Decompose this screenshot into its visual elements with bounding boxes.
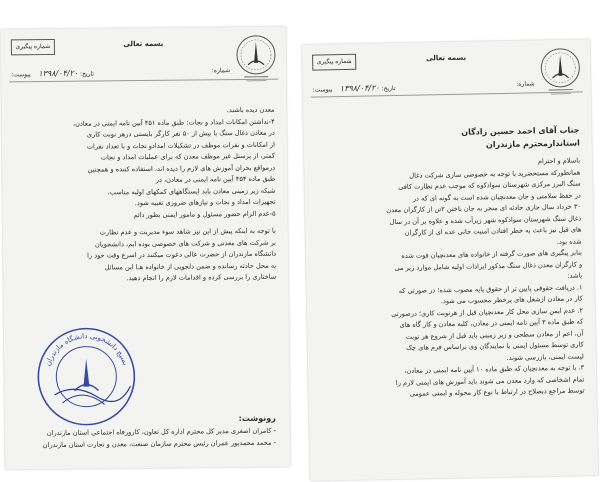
closing-line: با توجه به اینکه پیش از این نیز شاهد سوء مدیریت و عدم نظارت: [99, 226, 276, 237]
carbon-copy-section: [17, 413, 276, 452]
addressee-title: استاندارمحترم مازندران: [485, 138, 580, 150]
meta-date-label: تاریخ:: [381, 85, 396, 93]
tracking-number-box: شماره پیگیری: [11, 39, 55, 55]
meta-date-value: ۱۳۹۸/۰۴/۲۰: [38, 68, 79, 79]
body-line: و کارگران معدن ذغال سنگ مذکور ایرادات اولیه شامل موارد زیر می: [394, 259, 583, 272]
bismillah-heading: بسمه تعالی: [426, 53, 467, 63]
body-line: طبق ماده ۴۵۴ آیین نامه ایمنی در معادن، در: [155, 174, 276, 184]
body-line: ۳. با توجه به معدنچیان که طبق ماده ۱۰ آیین نامه ایمنی در معادن،: [404, 363, 585, 375]
body-line: ۴-نداشتن امکانات امداد و نجات: طبق ماده ۴۵۱ آیین نامه ایمنی در معادن،: [72, 117, 275, 128]
body-line: در حفظ سلامتی و جان معدنچیان شده است به گونه ای که در: [412, 190, 581, 203]
addressee-name: جناب آقای احمد حسین زادگان: [461, 125, 580, 137]
body-line: تمام اشخاصی که وارد معدن می شوند باید آموزش های ایمنی لازم را: [395, 374, 585, 387]
meta-date-label: تاریخ:: [79, 70, 95, 78]
body-paragraphs: [315, 123, 584, 402]
body-line: شبکه زیر زمینی معادن باید ایستگاههای کمکهای اولیه مناسب،: [107, 186, 276, 196]
letter-page-1: [302, 39, 598, 480]
letter-meta: [11, 67, 230, 78]
body-line: از امکانات و نفرات موظف در تشکیلات امدادو نجات و با تعداد نفرات: [86, 140, 275, 151]
university-logo-icon: [538, 45, 583, 98]
university-logo-icon: [234, 33, 279, 85]
svg-text:بسیج دانشجویی دانشگاه مازندران: [44, 332, 130, 367]
body-line: ۲. عدم ایمن سازی محل کار معدنچیان قبل از هرنوبت کاری؛ درصورتی: [391, 305, 584, 318]
body-line: شده بود.: [556, 236, 582, 246]
body-line: توسط مراجع ذیصلاح در ارتباط با نوع کار محوله و ایمنی عمومی: [409, 386, 585, 398]
body-paragraphs: [14, 105, 277, 286]
closing-line: ساختاری را بررسی کرده و اقدامات لازم را انجام دهید.: [126, 272, 277, 283]
body-line: ۳۰ خرداد سال جاری حادثه ای منجر به جان باختن ۲تن از کارگران معدن: [386, 202, 582, 215]
seal-text: بسیج دانشجویی دانشگاه مازندران: [43, 332, 130, 367]
body-line: باشد:: [567, 271, 583, 280]
body-line: لیست ایمنی، بازرسی شوند.: [506, 351, 584, 362]
meta-date-value: ۱۳۹۸/۰۴/۲۰: [339, 83, 380, 94]
body-line: معدن دیده باشند.: [226, 105, 275, 115]
letter-page-2: [1, 27, 291, 470]
meta-attach-label: پیوست:: [312, 86, 333, 94]
meta-number-label: شماره:: [211, 67, 231, 75]
closing-line: به محل حادثه رسانده و ضمن دلجویی از خانواده هـا این مسائل: [104, 261, 277, 271]
body-line: آن، اعم از معادن سطحی و زیر زمینی باید قبل از شروع هر نوبت: [405, 328, 584, 341]
greeting: باسلام و احترام: [537, 156, 581, 166]
body-line: درمواقع بحران آموزش های لازم را دیده اند، استفاده کننده و همچنین: [87, 163, 276, 174]
body-line: ۱. دریافت حقوقی پایین تر از حقوق پایه مصوب شده؛ در صورتی که: [398, 282, 583, 295]
cc-line: - کامران اصغری مدیر کل محترم اداره کل تعاون، کارورفاه اجتماعی استان مازندران: [46, 426, 276, 438]
body-line: که طبق ماده ۳ آیین نامه ایمنی در معادن، کلیه معادن و کار گاه های: [399, 317, 584, 329]
body-line: تجهیزات امداد و نجات و نیازهای ضروری تعبیه شود.: [134, 197, 276, 208]
body-line: کاری توسط مسئول ایمنی یا نمایندگان وی براساس فرم های چک: [406, 340, 584, 352]
meta-attach-label: پیوست:: [11, 71, 31, 79]
cc-title: رونوشت:: [238, 413, 276, 424]
cc-line: - محمد محمدپور عمران رئیس محترم سازمان صنعت، معدن و تجارت استان مازندران: [42, 438, 277, 450]
body-line: های قبل نیز باعث به خطر افتادن امنیت جانی عده ای از کارگران: [404, 225, 582, 237]
body-line: همانطورکه مستحضرید با توجه به خصوصی سازی شرکت ذغال: [409, 167, 581, 180]
body-line: کار در معادن ازشغل های پرخطر محسوب می شود.: [440, 294, 583, 306]
meta-number-label: شماره:: [516, 80, 535, 88]
closing-line: بر شرکت های معدنی و شرکت های خصوصی بوده ایم، دانشجویان: [94, 238, 276, 249]
body-line: سنگ البرز مرکزی شهرستان سوادکوه که موجب عدم نظارت کافی: [398, 179, 581, 191]
body-line: کمتر، از پرسنل غیر موظف معدن که برای عملیات امداد و نجات: [100, 151, 276, 162]
tracking-number-box: شماره پیگیری: [312, 54, 356, 71]
letter-meta: [313, 80, 535, 93]
body-line: در معادن ذغال سنگ با بیش از ۵۰ نفر کارگر بایستی درهر نوبت کاری: [86, 128, 275, 139]
body-line: ۵-عدم الزام حضور مسئول و مامور ایمنی بطور دائم: [133, 209, 276, 219]
bismillah-heading: بسمه تعالی: [123, 39, 164, 49]
closing-line: دانشگاه مازندران از حضرت عالی دعوت میکنند در اسرع وقت خود را: [87, 249, 277, 260]
body-line: ذغال سنگ شهرستان سوادکوه شهر زیرآب شده و علاوه بر آن در سال: [389, 213, 582, 226]
body-line: بنابر پیگیری های صورت گرفته از خانواده های معدنچیان فوت شده: [401, 248, 582, 260]
